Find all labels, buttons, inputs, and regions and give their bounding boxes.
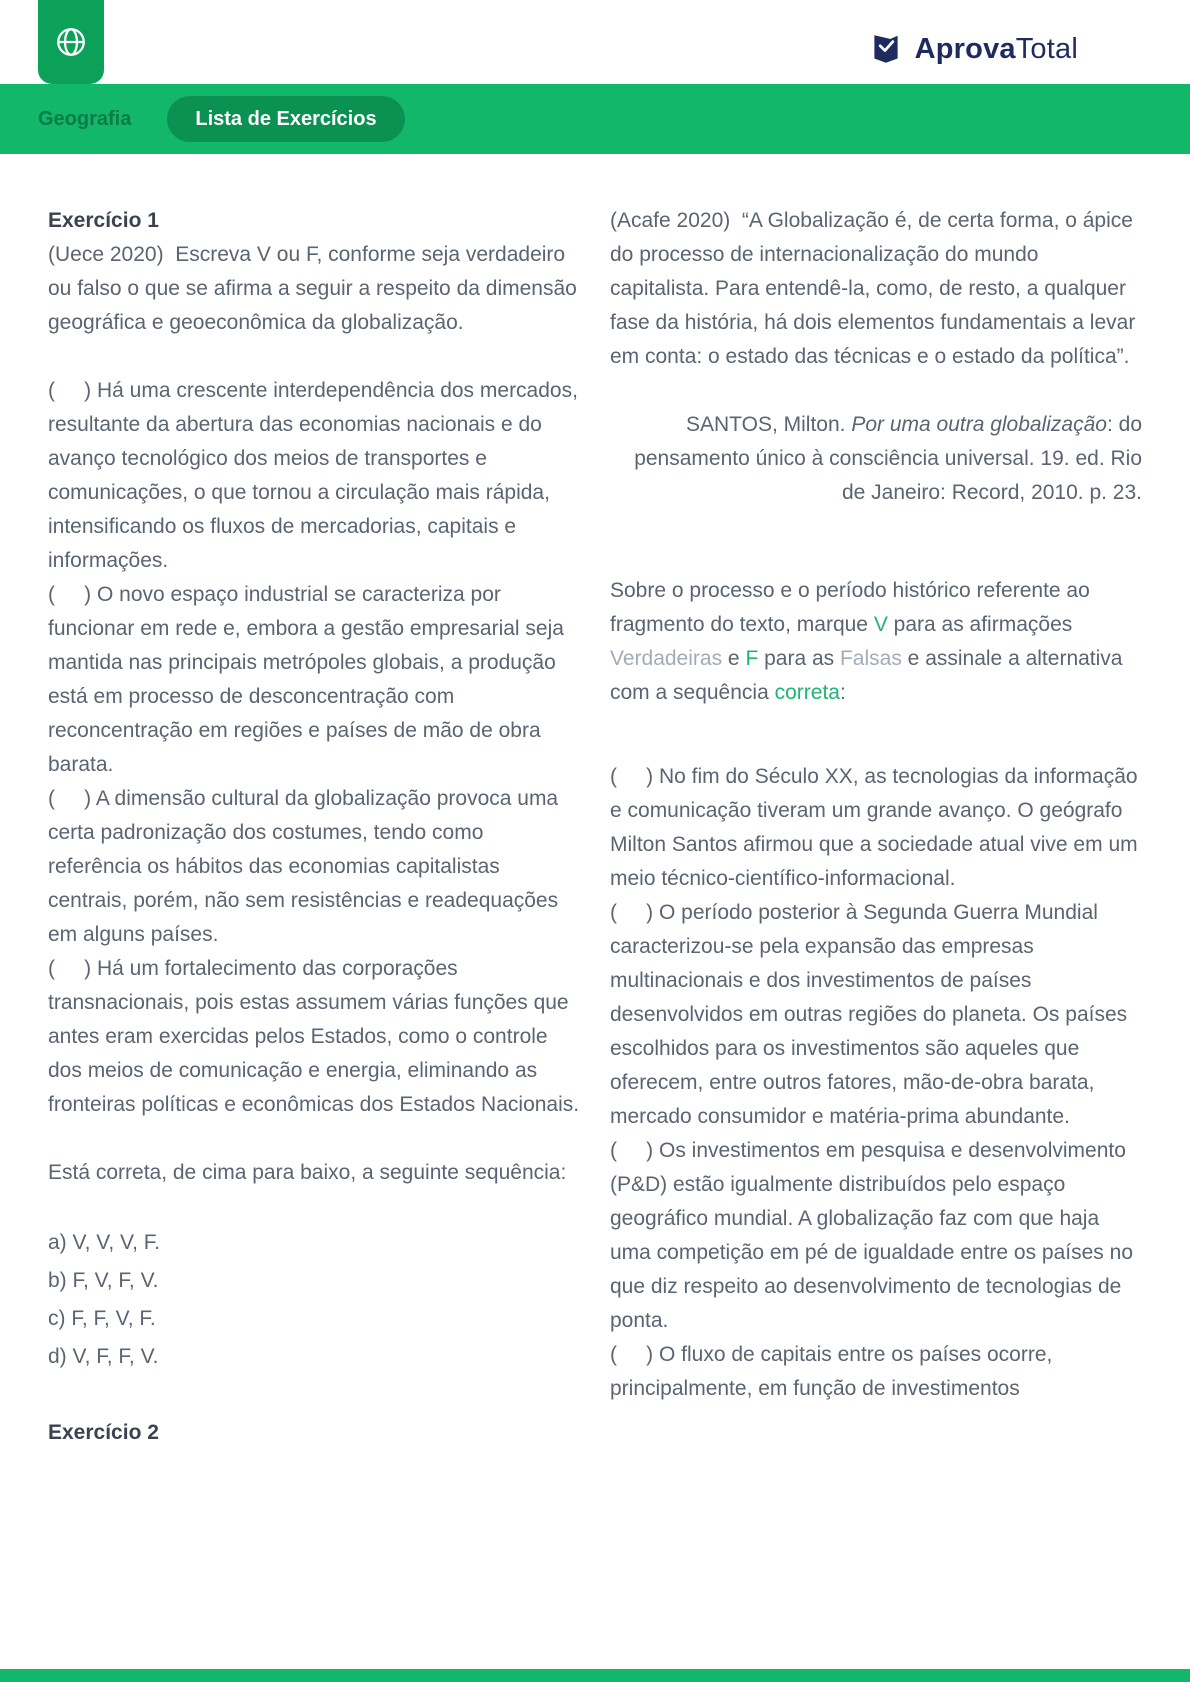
exercise-1-title: Exercício 1: [48, 209, 159, 232]
answer-option-b: b) F, V, F, V.: [48, 1269, 159, 1292]
top-bar: [0, 0, 1190, 84]
header-bar: [0, 84, 1190, 154]
book-check-icon: [867, 30, 905, 68]
exercise-2-title: Exercício 2: [48, 1421, 159, 1444]
brand-name-regular: Total: [1015, 33, 1078, 65]
statement-item: ( ) No fim do Século XX, as tecnologias da informação e comunicação tiveram um grande avanço. O geógrafo Milton Santos afirmou que a sociedade atual vive em um meio técnico-científico-informacional.: [610, 765, 1144, 890]
statement-item: ( ) Há uma crescente interdependência dos mercados, resultante da abertura das economias nacionais e do avanço tecnológico dos meios de transportes e comunicações, o que tornou a circulação mais rápida, intensificando os fluxos de mercadorias, capitais e informações.: [48, 379, 584, 572]
quote-paragraph: (Acafe 2020) “A Globalização é, de certa forma, o ápice do processo de internacionalização do mundo capitalista. Para entendê-la, como, de resto, a qualquer fase da história, há dois elementos fundamentais a levar em conta: o estado das técnicas e o estado da política”.: [610, 209, 1142, 368]
statement-item: ( ) Há um fortalecimento das corporações transnacionais, pois estas assumem várias funções que antes eram exercidas pelos Estados, como o controle dos meios de comunicação e energia, eliminando as fronteiras políticas e econômicas dos Estados Nacionais.: [48, 957, 580, 1116]
statement-item: ( ) O fluxo de capitais entre os países ocorre, principalmente, em função de investimentos: [610, 1343, 1059, 1400]
answer-option-d: d) V, F, F, V.: [48, 1345, 159, 1368]
answer-options: [48, 1226, 580, 1374]
right-column: [610, 204, 1148, 1450]
brand-name: [915, 32, 1078, 66]
statement-item: ( ) Os investimentos em pesquisa e desenvolvimento (P&D) estão igualmente distribuídos pelo espaço geográfico mundial. A globalização faz com que haja uma competição em pé de igualdade entre os países no que diz respeito ao desenvolvimento de tecnologias de ponta.: [610, 1139, 1139, 1332]
exercise-2-statements: [610, 760, 1142, 1406]
instruction-paragraph: Sobre o processo e o período histórico referente ao fragmento do texto, marque V para as afirmações Verdadeiras e F para as Falsas e assinale a alternativa com a sequência correta:: [610, 579, 1129, 704]
citation: SANTOS, Milton. Por uma outra globalização: do pensamento único à consciência universal. 19. ed. Rio de Janeiro: Record, 2010. p. 23.: [634, 413, 1148, 504]
brand-name-bold: Aprova: [914, 33, 1016, 65]
content: [0, 154, 1190, 1450]
answer-option-c: c) F, F, V, F.: [48, 1307, 156, 1330]
footer-bar: [0, 1669, 1190, 1682]
exercise-1-intro: (Uece 2020) Escreva V ou F, conforme seja verdadeiro ou falso o que se afirma a seguir a respeito da dimensão geográfica e geoeconômica da globalização.: [48, 243, 583, 334]
statement-item: ( ) O período posterior à Segunda Guerra Mundial caracterizou-se pela expansão das empresas multinacionais e dos investimentos de países desenvolvidos em outras regiões do planeta. Os países escolhidos para os investimentos são aqueles que oferecem, entre outros fatores, mão-de-obra barata, mercado consumidor e matéria-prima abundante.: [610, 901, 1133, 1128]
brand-logo: [867, 30, 1078, 68]
left-column: [48, 204, 584, 1450]
sequence-prompt: Está correta, de cima para baixo, a seguinte sequência:: [48, 1161, 567, 1184]
statement-item: ( ) O novo espaço industrial se caracteriza por funcionar em rede e, embora a gestão empresarial seja mantida nas principais metrópoles globais, a produção está em processo de desconcentração com reconcentração em regiões e países de mão de obra barata.: [48, 583, 570, 776]
exercise-1-statements: [48, 374, 584, 1122]
globe-icon: [54, 25, 88, 59]
exercise-list-pill[interactable]: Lista de Exercícios: [167, 96, 404, 142]
globe-tab[interactable]: [38, 0, 104, 84]
answer-option-a: a) V, V, V, F.: [48, 1231, 161, 1254]
statement-item: ( ) A dimensão cultural da globalização provoca uma certa padronização dos costumes, tendo como referência os hábitos das economias capitalistas centrais, porém, não sem resistências e readequações em alguns países.: [48, 787, 564, 946]
subject-label: Geografia: [38, 108, 132, 130]
